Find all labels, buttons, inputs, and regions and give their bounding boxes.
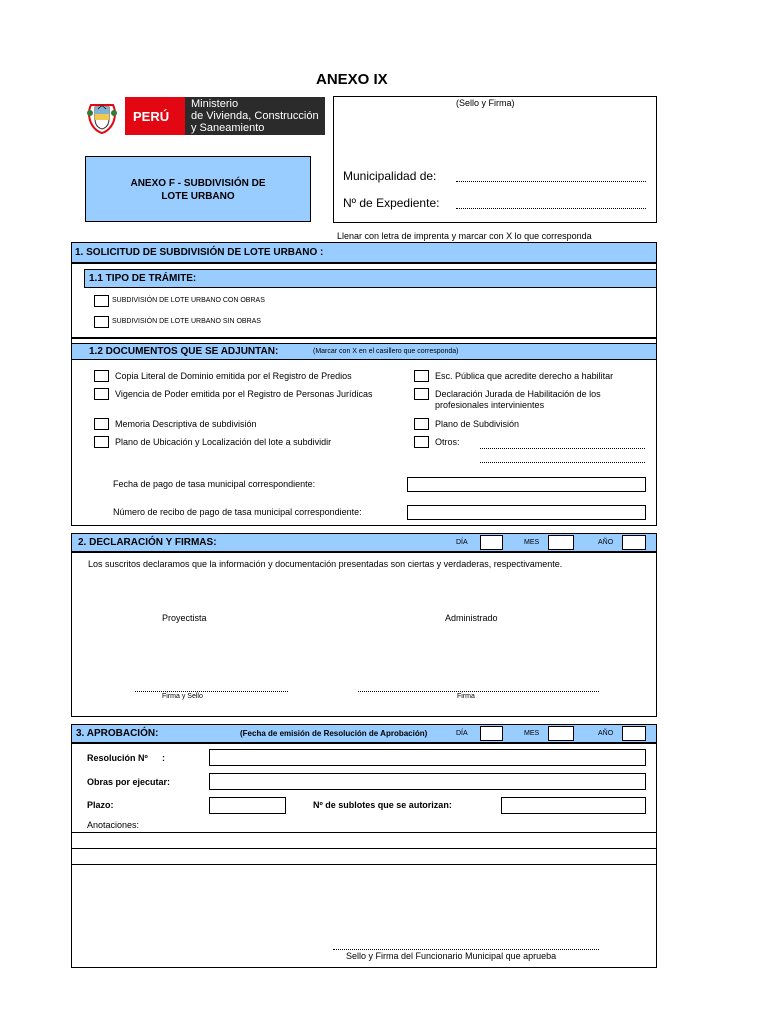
section2-day-input[interactable]: [480, 535, 503, 550]
checkbox-doc-power[interactable]: [94, 388, 109, 400]
checkbox-with-works[interactable]: [94, 295, 109, 307]
page-title: ANEXO IX: [316, 71, 388, 88]
peru-label: PERÚ: [133, 109, 170, 124]
doc-sworn-statement-line-2: profesionales intervinientes: [435, 400, 545, 410]
doc-subdivision-plan-label: Plano de Subdivisión: [435, 419, 520, 429]
official-signature-label: Sello y Firma del Funcionario Municipal que aprueba: [346, 951, 557, 961]
section3-note: (Fecha de emisión de Resolución de Aprobación): [240, 729, 428, 738]
section3-year-label: AÑO: [598, 730, 614, 737]
section2-header: [71, 533, 657, 552]
receipt-number-label: Número de recibo de pago de tasa municipal correspondiente:: [113, 507, 362, 517]
section1-2-header: [71, 343, 657, 360]
designer-signature-line[interactable]: [135, 691, 288, 692]
file-number-field[interactable]: [456, 208, 646, 209]
ministry-line-1: Ministerio: [191, 98, 239, 110]
others-field-2[interactable]: [480, 462, 645, 463]
works-input[interactable]: [209, 773, 646, 790]
municipality-field[interactable]: [456, 181, 646, 182]
section2-month-input[interactable]: [548, 535, 574, 550]
ministry-line-2: de Vivienda, Construcción: [191, 110, 319, 122]
section3-title: 3. APROBACIÓN:: [76, 728, 159, 739]
works-label: Obras por ejecutar:: [87, 777, 171, 787]
ministry-block: [185, 97, 325, 135]
section3-month-input[interactable]: [548, 726, 574, 741]
peru-red-block: [125, 97, 185, 135]
official-signature-line[interactable]: [333, 949, 599, 950]
section3-month-label: MES: [524, 730, 540, 737]
sublots-label: Nº de sublotes que se autorizan:: [313, 800, 452, 810]
notes-label: Anotaciones:: [87, 820, 140, 830]
doc-public-deed-label: Esc. Pública que acredite derecho a habilitar: [435, 371, 614, 381]
declaration-text: Los suscritos declaramos que la información y documentación presentadas son ciertas y verdaderas, respectivamente.: [88, 559, 563, 569]
annex-line-2: LOTE URBANO: [161, 191, 235, 202]
coat-of-arms-icon: [85, 99, 119, 135]
option-with-works-label: SUBDIVISIÓN DE LOTE URBANO CON OBRAS: [112, 297, 265, 304]
resolution-label: Resolución Nº: [87, 753, 148, 763]
municipality-label: Municipalidad de:: [343, 169, 437, 183]
designer-label: Proyectista: [162, 613, 207, 623]
section3-year-input[interactable]: [622, 726, 646, 741]
section2-frame: [71, 552, 657, 717]
doc-sworn-statement-line-1: Declaración Jurada de Habilitación de los: [435, 389, 601, 399]
option-without-works-label: SUBDIVISIÓN DE LOTE URBANO SIN OBRAS: [112, 318, 261, 325]
section3-header: [71, 724, 657, 743]
section2-title: 2. DECLARACIÓN Y FIRMAS:: [78, 537, 217, 548]
doc-power-label: Vigencia de Poder emitida por el Registro de Personas Jurídicas: [115, 389, 373, 399]
file-number-label: Nº de Expediente:: [343, 196, 440, 210]
payment-date-label: Fecha de pago de tasa municipal correspondiente:: [113, 479, 316, 489]
annex-line-1: ANEXO F - SUBDIVISIÓN DE: [130, 178, 266, 189]
seal-box: [333, 96, 657, 223]
annex-box: [85, 156, 311, 222]
section1-header: [71, 242, 657, 263]
checkbox-doc-public-deed[interactable]: [414, 370, 429, 382]
resolution-input[interactable]: [209, 749, 646, 766]
designer-signature-label: Firma y Sello: [162, 693, 203, 700]
section1-1-title: 1.1 TIPO DE TRÁMITE:: [89, 273, 197, 284]
section2-month-label: MES: [524, 539, 540, 546]
section3-day-input[interactable]: [480, 726, 503, 741]
section1-2-frame: [71, 338, 657, 526]
resolution-colon: :: [162, 753, 165, 763]
applicant-signature-line[interactable]: [358, 691, 599, 692]
checkbox-doc-literal-copy[interactable]: [94, 370, 109, 382]
notes-line-1[interactable]: [71, 832, 657, 833]
doc-others-label: Otros:: [435, 437, 460, 447]
section1-2-note: (Marcar con X en el casillero que corresponda): [313, 348, 459, 355]
seal-label: (Sello y Firma): [456, 98, 515, 108]
doc-location-plan-label: Plano de Ubicación y Localización del lote a subdividir: [115, 437, 332, 447]
others-field-1[interactable]: [480, 448, 645, 449]
sublots-input[interactable]: [501, 797, 646, 814]
receipt-number-input[interactable]: [407, 505, 646, 520]
term-label: Plazo:: [87, 800, 114, 810]
checkbox-doc-others[interactable]: [414, 436, 429, 448]
applicant-signature-label: Firma: [457, 693, 475, 700]
section1-1-header: [84, 269, 657, 288]
applicant-label: Administrado: [445, 613, 498, 623]
section2-day-label: DÍA: [456, 539, 468, 546]
section1-title: 1. SOLICITUD DE SUBDIVISIÓN DE LOTE URBANO :: [75, 247, 324, 258]
payment-date-input[interactable]: [407, 477, 646, 492]
notes-line-2[interactable]: [71, 848, 657, 849]
checkbox-without-works[interactable]: [94, 316, 109, 328]
section2-year-label: AÑO: [598, 539, 614, 546]
doc-memory-label: Memoria Descriptiva de subdivisión: [115, 419, 257, 429]
doc-literal-copy-label: Copia Literal de Dominio emitida por el Registro de Predios: [115, 371, 352, 381]
notes-line-3[interactable]: [71, 864, 657, 865]
section2-year-input[interactable]: [622, 535, 646, 550]
section1-2-title: 1.2 DOCUMENTOS QUE SE ADJUNTAN:: [89, 346, 279, 357]
instruction-text: Llenar con letra de imprenta y marcar con X lo que corresponda: [337, 231, 592, 241]
section3-day-label: DÍA: [456, 730, 468, 737]
ministry-line-3: y Saneamiento: [191, 122, 265, 134]
term-input[interactable]: [209, 797, 286, 814]
checkbox-doc-memory[interactable]: [94, 418, 109, 430]
ministry-logo: [85, 97, 325, 137]
checkbox-doc-subdivision-plan[interactable]: [414, 418, 429, 430]
checkbox-doc-sworn-statement[interactable]: [414, 388, 429, 400]
checkbox-doc-location-plan[interactable]: [94, 436, 109, 448]
